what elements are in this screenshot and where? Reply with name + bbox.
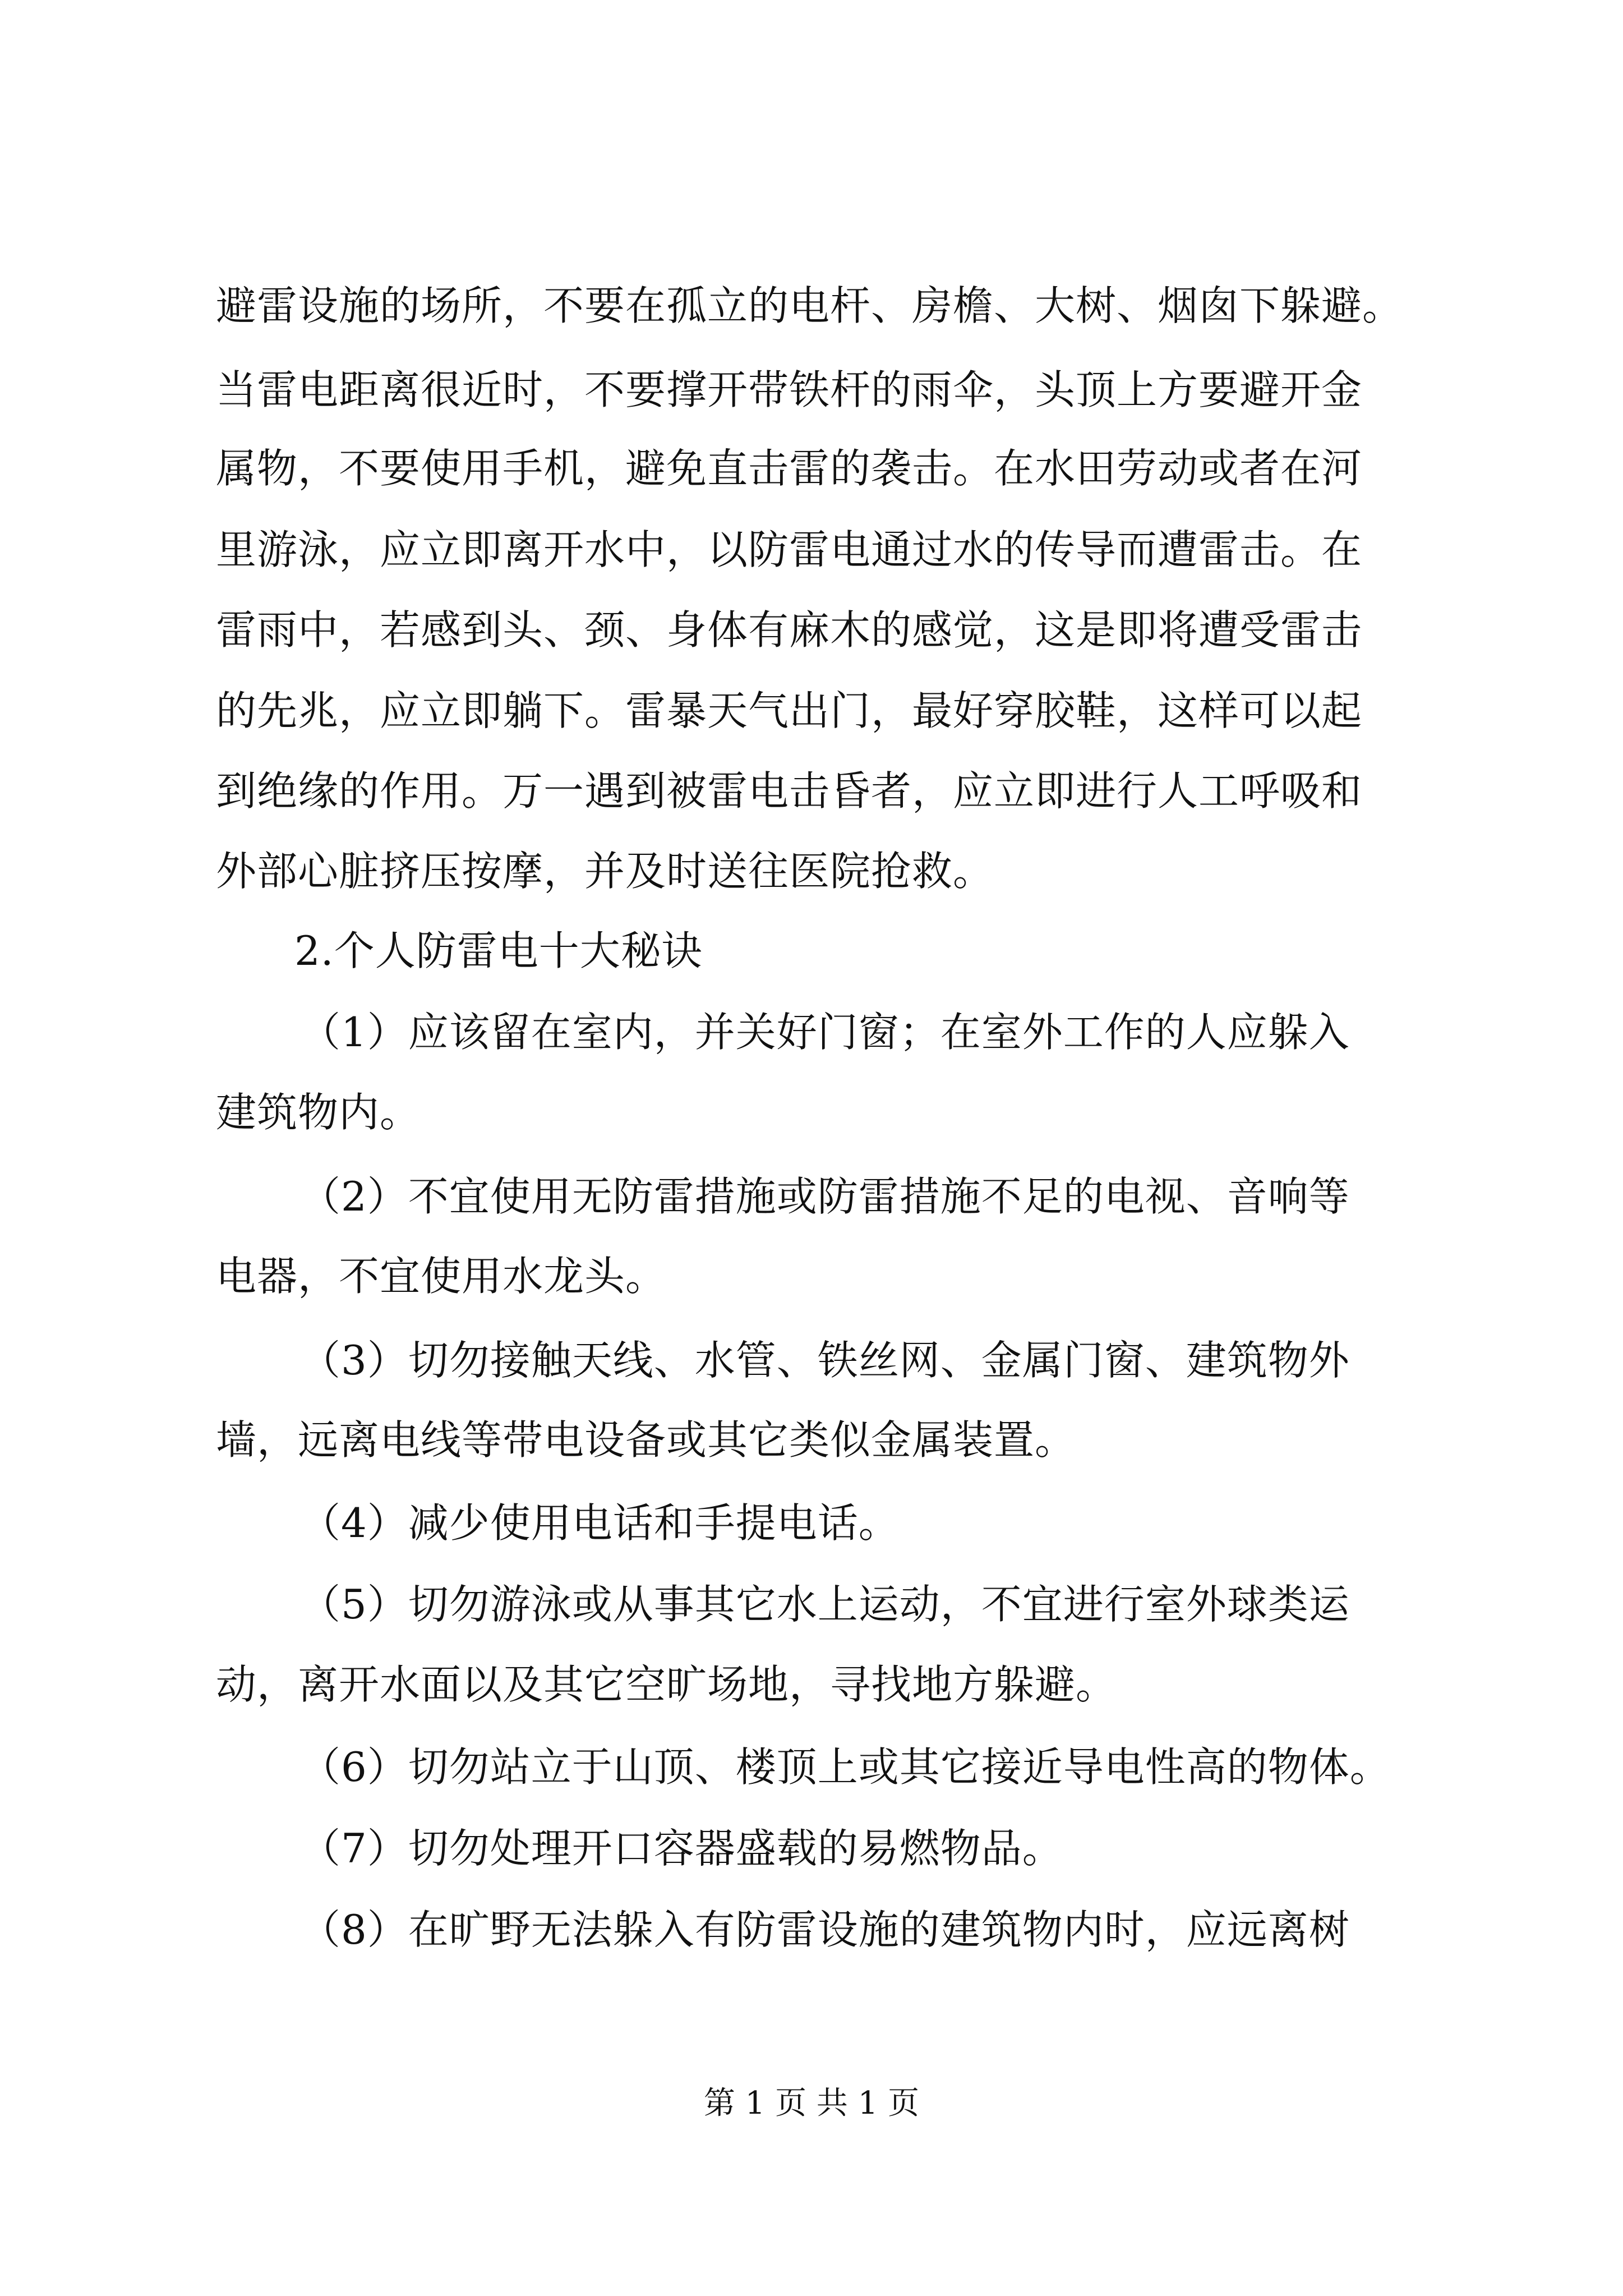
list-item-line: （6）切勿站立于山顶、楼顶上或其它接近导电性高的物体。	[300, 1743, 1391, 1791]
paragraph-line: 的先兆，应立即躺下。雷暴天气出门，最好穿胶鞋，这样可以起	[216, 687, 1363, 734]
list-item-line: 建筑物内。	[216, 1089, 421, 1136]
paragraph-line: 当雷电距离很近时，不要撑开带铁杆的雨伞，头顶上方要避开金	[216, 366, 1363, 413]
paragraph-line: 属物，不要使用手机，避免直击雷的袭击。在水田劳动或者在河	[216, 445, 1363, 492]
list-item-line: 电器，不宜使用水龙头。	[216, 1253, 667, 1300]
list-item-line: （2）不宜使用无防雷措施或防雷措施不足的电视、音响等	[300, 1173, 1350, 1220]
section-heading: 2.个人防雷电十大秘诀	[294, 927, 703, 974]
page-footer: 第 1 页 共 1 页	[703, 2085, 920, 2122]
list-item-line: （5）切勿游泳或从事其它水上运动，不宜进行室外球类运	[300, 1581, 1350, 1628]
paragraph-line: 到绝缘的作用。万一遇到被雷电击昏者，应立即进行人工呼吸和	[216, 767, 1363, 815]
list-item-line: （8）在旷野无法躲入有防雷设施的建筑物内时，应远离树	[300, 1906, 1350, 1953]
paragraph-line: 里游泳，应立即离开水中，以防雷电通过水的传导而遭雷击。在	[216, 526, 1363, 573]
list-item-line: 墙，远离电线等带电设备或其它类似金属装置。	[216, 1416, 1076, 1464]
list-item-line: （3）切勿接触天线、水管、铁丝网、金属门窗、建筑物外	[300, 1337, 1350, 1384]
list-item-line: 动，离开水面以及其它空旷场地，寻找地方躲避。	[216, 1661, 1117, 1708]
list-item-line: （1）应该留在室内，并关好门窗；在室外工作的人应躲入	[300, 1009, 1350, 1056]
list-item-line: （7）切勿处理开口容器盛载的易燃物品。	[300, 1825, 1063, 1872]
paragraph-line: 雷雨中，若感到头、颈、身体有麻木的感觉，这是即将遭受雷击	[216, 606, 1363, 654]
paragraph-line: 外部心脏挤压按摩，并及时送往医院抢救。	[216, 848, 994, 895]
list-item-line: （4）减少使用电话和手提电话。	[300, 1499, 900, 1547]
paragraph-line: 避雷设施的场所，不要在孤立的电杆、房檐、大树、烟囱下躲避。	[216, 282, 1404, 329]
